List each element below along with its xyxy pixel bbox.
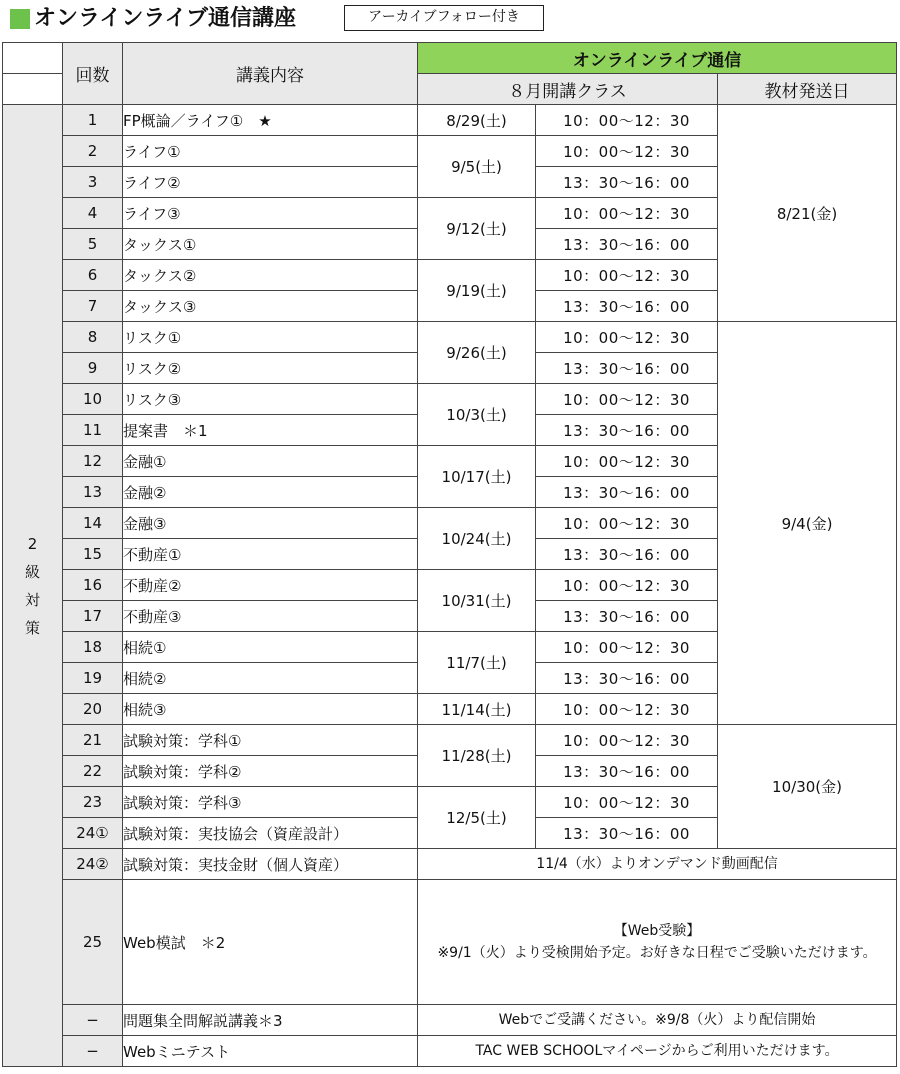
row-content: FP概論／ライフ① ★ (123, 105, 418, 136)
row-date: 10/24(土) (418, 508, 536, 570)
row-time: 13：30〜16：00 (536, 601, 718, 632)
web-exam-detail: ※9/1（火）より受検開始予定。お好きな日程でご受験いただけます。 (437, 945, 877, 961)
row-time: 10：00〜12：30 (536, 632, 718, 663)
row-content: 試験対策：学科② (123, 756, 418, 787)
title-bar (0, 0, 900, 40)
header-class: ８月開講クラス (418, 74, 718, 105)
row-content: リスク② (123, 353, 418, 384)
row-date: 11/28(土) (418, 725, 536, 787)
row-time: 13：30〜16：00 (536, 167, 718, 198)
row-content: ライフ③ (123, 198, 418, 229)
row-content: 試験対策：学科① (123, 725, 418, 756)
row-content: Webミニテスト (123, 1036, 418, 1067)
row-content: タックス① (123, 229, 418, 260)
schedule-table (2, 42, 897, 1067)
row-time: 10：00〜12：30 (536, 446, 718, 477)
row-number: 1 (63, 105, 123, 136)
row-date: 8/29(土) (418, 105, 536, 136)
category-label: 2 級 対 策 (3, 105, 63, 1067)
row-date: 9/12(土) (418, 198, 536, 260)
row-content: Web模試 ＊2 (123, 880, 418, 1005)
row-number: 9 (63, 353, 123, 384)
row-date: 9/19(土) (418, 260, 536, 322)
row-time: 10：00〜12：30 (536, 787, 718, 818)
row-content: リスク① (123, 322, 418, 353)
row-date: 10/17(土) (418, 446, 536, 508)
row-time: 13：30〜16：00 (536, 229, 718, 260)
row-content: 金融③ (123, 508, 418, 539)
row-number: 17 (63, 601, 123, 632)
row-time: 13：30〜16：00 (536, 291, 718, 322)
row-time: 10：00〜12：30 (536, 570, 718, 601)
row-number: 18 (63, 632, 123, 663)
row-content: ライフ① (123, 136, 418, 167)
row-time: 10：00〜12：30 (536, 508, 718, 539)
row-time: 10：00〜12：30 (536, 725, 718, 756)
row-content: リスク③ (123, 384, 418, 415)
row-content: 問題集全問解説講義＊3 (123, 1005, 418, 1036)
row-number: 22 (63, 756, 123, 787)
row-time: 13：30〜16：00 (536, 663, 718, 694)
ship-date: 10/30(金) (718, 725, 897, 849)
row-content: 相続① (123, 632, 418, 663)
row-content: 相続③ (123, 694, 418, 725)
row-number: 25 (63, 880, 123, 1005)
row-date: 9/5(土) (418, 136, 536, 198)
row-note (418, 880, 897, 1005)
row-content: 金融① (123, 446, 418, 477)
ship-date: 8/21(金) (718, 105, 897, 322)
row-content: タックス② (123, 260, 418, 291)
row-content: 提案書 ＊1 (123, 415, 418, 446)
row-content: 試験対策：学科③ (123, 787, 418, 818)
row-time: 10：00〜12：30 (536, 694, 718, 725)
header-content: 講義内容 (123, 43, 418, 105)
row-time: 13：30〜16：00 (536, 353, 718, 384)
row-number: 20 (63, 694, 123, 725)
archive-badge: アーカイブフォロー付き (344, 5, 544, 31)
row-content: 試験対策：実技金財（個人資産） (123, 849, 418, 880)
header-ship: 教材発送日 (718, 74, 897, 105)
row-number: 15 (63, 539, 123, 570)
row-content: タックス③ (123, 291, 418, 322)
row-date: 11/14(土) (418, 694, 536, 725)
row-number: 6 (63, 260, 123, 291)
row-time: 10：00〜12：30 (536, 198, 718, 229)
ship-date: 9/4(金) (718, 322, 897, 725)
row-time: 13：30〜16：00 (536, 477, 718, 508)
row-time: 10：00〜12：30 (536, 105, 718, 136)
row-time: 10：00〜12：30 (536, 322, 718, 353)
row-content: 試験対策：実技協会（資産設計） (123, 818, 418, 849)
row-time: 13：30〜16：00 (536, 539, 718, 570)
row-number: 24② (63, 849, 123, 880)
row-number: 19 (63, 663, 123, 694)
row-time: 10：00〜12：30 (536, 260, 718, 291)
row-note: TAC WEB SCHOOLマイページからご利用いただけます。 (418, 1036, 897, 1067)
row-number: 10 (63, 384, 123, 415)
row-content: 不動産① (123, 539, 418, 570)
row-content: ライフ② (123, 167, 418, 198)
row-number: 16 (63, 570, 123, 601)
row-number: 12 (63, 446, 123, 477)
header-live: オンラインライブ通信 (418, 43, 897, 74)
row-number: 7 (63, 291, 123, 322)
row-number: 23 (63, 787, 123, 818)
header-kaisu: 回数 (63, 43, 123, 105)
row-date: 12/5(土) (418, 787, 536, 849)
row-date: 10/3(土) (418, 384, 536, 446)
row-number: 3 (63, 167, 123, 198)
row-time: 13：30〜16：00 (536, 756, 718, 787)
row-time: 13：30〜16：00 (536, 818, 718, 849)
row-number: 2 (63, 136, 123, 167)
green-square-icon (10, 9, 30, 29)
row-time: 10：00〜12：30 (536, 384, 718, 415)
row-number: − (63, 1036, 123, 1067)
row-time: 13：30〜16：00 (536, 415, 718, 446)
web-exam-heading: 【Web受験】 (613, 923, 701, 939)
row-number: 8 (63, 322, 123, 353)
row-number: 24① (63, 818, 123, 849)
row-number: 14 (63, 508, 123, 539)
row-content: 不動産③ (123, 601, 418, 632)
row-content: 相続② (123, 663, 418, 694)
row-time: 10：00〜12：30 (536, 136, 718, 167)
row-number: 5 (63, 229, 123, 260)
row-number: − (63, 1005, 123, 1036)
row-note: Webでご受講ください。※9/8（火）より配信開始 (418, 1005, 897, 1036)
row-date: 9/26(土) (418, 322, 536, 384)
page-title: オンラインライブ通信講座 (34, 6, 297, 31)
row-number: 4 (63, 198, 123, 229)
row-note: 11/4（水）よりオンデマンド動画配信 (418, 849, 897, 880)
row-date: 10/31(土) (418, 570, 536, 632)
row-content: 金融② (123, 477, 418, 508)
row-date: 11/7(土) (418, 632, 536, 694)
row-number: 21 (63, 725, 123, 756)
row-content: 不動産② (123, 570, 418, 601)
row-number: 13 (63, 477, 123, 508)
row-number: 11 (63, 415, 123, 446)
